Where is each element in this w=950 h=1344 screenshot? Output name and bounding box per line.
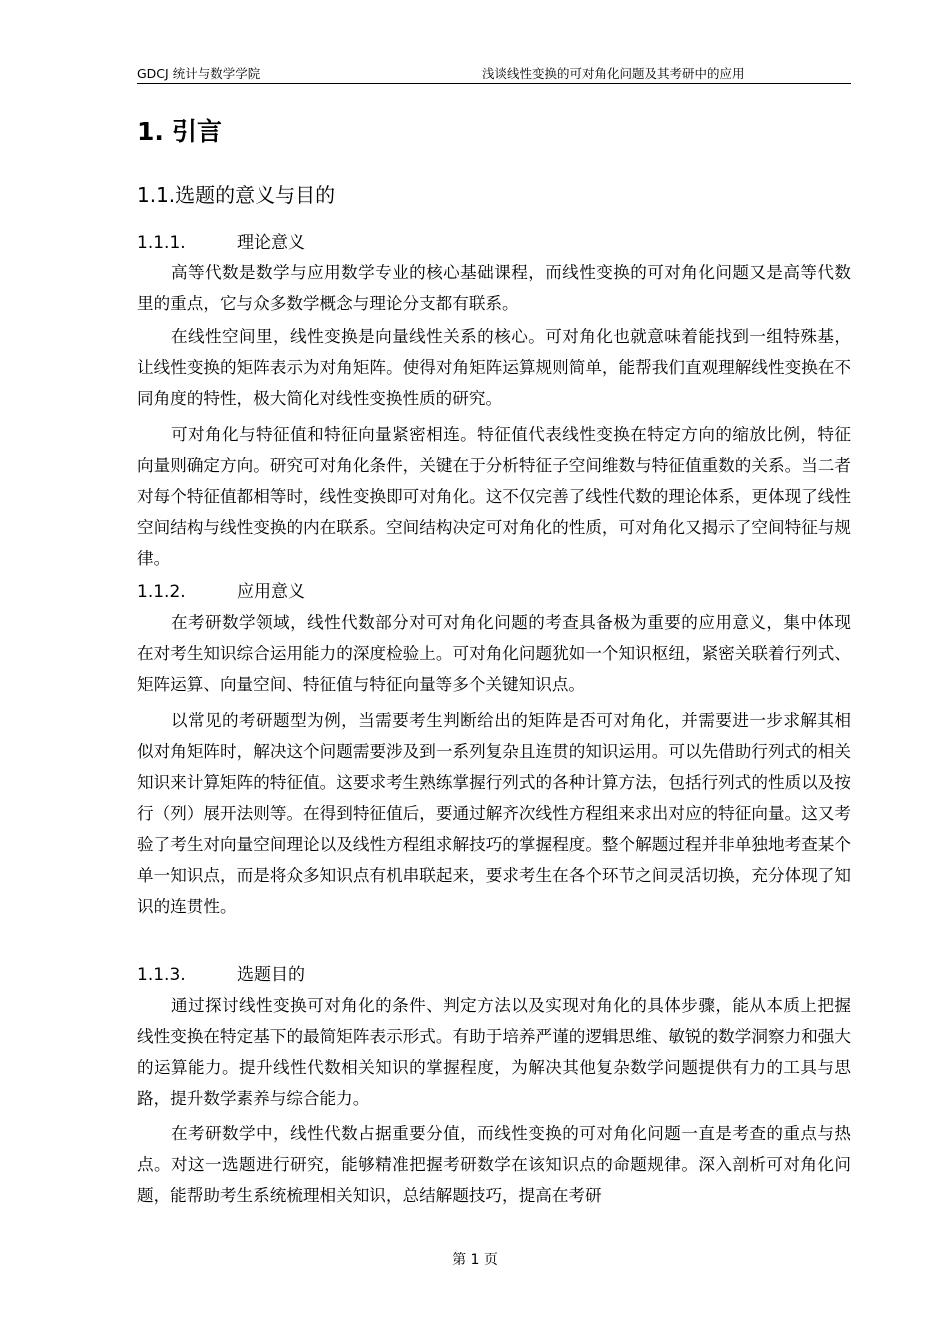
chapter-heading bbox=[137, 114, 222, 150]
subsection-title: 应用意义 bbox=[237, 582, 305, 602]
paragraph: 在线性空间里，线性变换是向量线性关系的核心。可对角化也就意味着能找到一组特殊基，让线性变换的矩阵表示为对角矩阵。使得对角矩阵运算规则简单，能帮我们直观理解线性变换在不同角度的特性，极大简化对线性变换性质的研究。 bbox=[137, 327, 851, 408]
section-heading bbox=[137, 180, 335, 210]
subsection-heading-2 bbox=[137, 578, 305, 606]
paragraph: 以常见的考研题型为例，当需要考生判断给出的矩阵是否可对角化，并需要进一步求解其相似对角矩阵时，解决这个问题需要涉及到一系列复杂且连贯的知识运用。可以先借助行列式的相关知识来计算矩阵的特征值。这要求考生熟练掌握行列式的各种计算方法，包括行列式的性质以及按行（列）展开法则等。在得到特征值后，要通过解齐次线性方程组来求出对应的特征向量。这又考验了考生对向量空间理论以及线性方程组求解技巧的掌握程度。整个解题过程并非单独地考查某个单一知识点，而是将众多知识点有机串联起来，要求考生在各个环节之间灵活切换，充分体现了知识的连贯性。 bbox=[137, 711, 851, 916]
subsection-title: 选题目的 bbox=[237, 965, 305, 985]
paragraph: 可对角化与特征值和特征向量紧密相连。特征值代表线性变换在特定方向的缩放比例，特征向量则确定方向。研究可对角化条件，关键在于分析特征子空间维数与特征值重数的关系。当二者对每个特征值都相等时，线性变换即可对角化。这不仅完善了线性代数的理论体系，更体现了线性空间结构与线性变换的内在联系。空间结构决定可对角化的性质，可对角化又揭示了空间特征与规律。 bbox=[137, 425, 851, 568]
page-header bbox=[137, 65, 851, 84]
subsection-heading-1 bbox=[137, 229, 305, 257]
subsection-number: 1.1.2. bbox=[137, 582, 186, 602]
paragraph: 通过探讨线性变换可对角化的条件、判定方法以及实现对角化的具体步骤，能从本质上把握线性变换在特定基下的最简矩阵表示形式。有助于培养严谨的逻辑思维、敏锐的数学洞察力和强大的运算能力。提升线性代数相关知识的掌握程度，为解决其他复杂数学问题提供有力的工具与思路，提升数学素养与综合能力。 bbox=[137, 996, 851, 1108]
chapter-number: 1. bbox=[137, 117, 164, 146]
paragraph: 在考研数学领域，线性代数部分对可对角化问题的考查具备极为重要的应用意义，集中体现在对考生知识综合运用能力的深度检验上。可对角化问题犹如一个知识枢纽，紧密关联着行列式、矩阵运算、向量空间、特征值与特征向量等多个关键知识点。 bbox=[137, 613, 851, 694]
page-number: 第 1 页 bbox=[452, 1252, 498, 1268]
section-number: 1.1. bbox=[137, 183, 176, 207]
chapter-title: 引言 bbox=[172, 117, 223, 146]
section-title: 选题的意义与目的 bbox=[175, 183, 336, 207]
subsection-heading-3 bbox=[137, 961, 305, 989]
paragraph: 在考研数学中，线性代数占据重要分值，而线性变换的可对角化问题一直是考查的重点与热点。对这一选题进行研究，能够精准把握考研数学在该知识点的命题规律。深入剖析可对角化问题，能帮助考生系统梳理相关知识，总结解题技巧，提高在考研 bbox=[137, 1124, 851, 1205]
subsection-number: 1.1.1. bbox=[137, 233, 186, 253]
subsection-number: 1.1.3. bbox=[137, 965, 186, 985]
header-paper-title: 浅谈线性变换的可对角化问题及其考研中的应用 bbox=[482, 66, 745, 81]
subsection-title: 理论意义 bbox=[237, 233, 305, 253]
paragraph: 高等代数是数学与应用数学专业的核心基础课程，而线性变换的可对角化问题又是高等代数里的重点，它与众多数学概念与理论分支都有联系。 bbox=[137, 263, 851, 313]
page-footer bbox=[0, 1250, 950, 1270]
header-institution: GDCJ 统计与数学学院 bbox=[137, 66, 261, 81]
